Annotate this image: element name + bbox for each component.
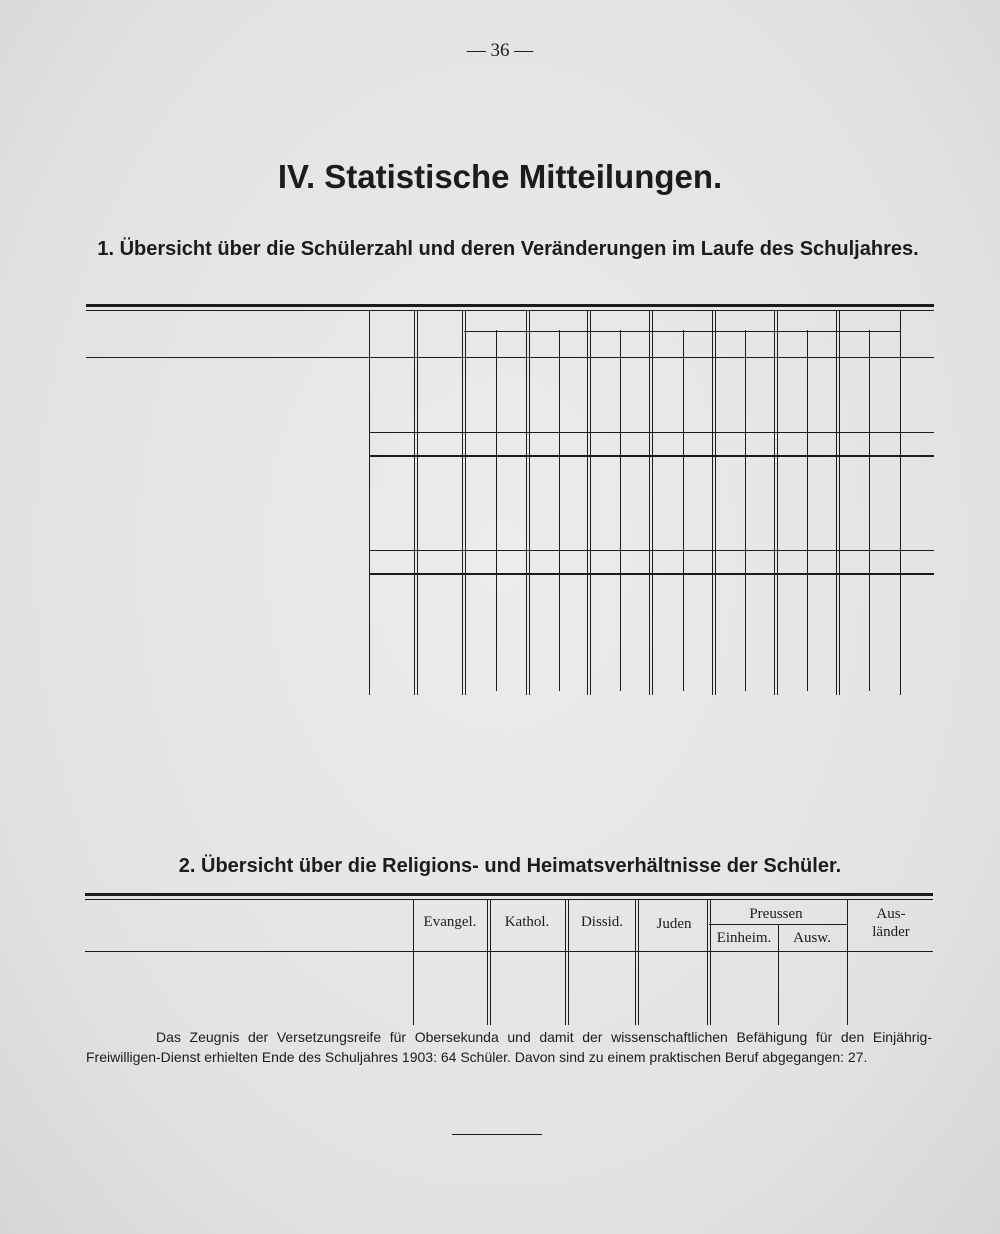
header-evangel: Evangel. xyxy=(423,914,477,930)
header-einheim: Einheim. xyxy=(716,930,772,946)
table1-row-rule xyxy=(369,455,934,456)
header-juden: Juden xyxy=(656,916,692,932)
table2-col-divider xyxy=(487,900,491,1025)
header-preussen: Preussen xyxy=(749,906,803,922)
page-title: IV. Statistische Mitteilungen. xyxy=(277,158,723,195)
table1-row-rule xyxy=(369,550,934,551)
note-paragraph: Das Zeugnis der Versetzungsreife für Obersekunda und damit der wissenschaftlichen Befähigung für den Einjährig-Freiwilligen-Dienst erhielten Ende des Schuljahres 1903: 64 Schüler. Davon sind zu einem praktischen Beruf abgegangen: 27. xyxy=(86,1029,932,1065)
table1-total-divider xyxy=(900,311,901,695)
table1-subdivider xyxy=(496,330,497,691)
header-ausw: Ausw. xyxy=(793,930,831,946)
table1-row-rule xyxy=(369,573,934,574)
table2-col-divider xyxy=(847,900,848,1025)
table2-header-rule xyxy=(85,951,933,952)
header-kathol: Kathol. xyxy=(504,914,550,930)
section1-title: 1. Übersicht über die Schülerzahl und deren Veränderungen im Laufe des Schuljahres. xyxy=(97,238,919,260)
table1-subdivider xyxy=(683,330,684,691)
table1-class-divider xyxy=(649,311,653,695)
table1-top-rule-2 xyxy=(86,310,934,311)
table2-col-divider xyxy=(635,900,639,1025)
table2-col-divider xyxy=(565,900,569,1025)
table1-top-rule xyxy=(86,304,934,307)
table1-class-divider xyxy=(712,311,716,695)
end-rule xyxy=(452,1134,542,1135)
religion-table xyxy=(85,893,933,1025)
table1-class-divider xyxy=(774,311,778,695)
table1-subdivider xyxy=(745,330,746,691)
table1-class-divider xyxy=(836,311,840,695)
table1-subdivider xyxy=(869,330,870,691)
table1-subdivider xyxy=(559,330,560,691)
table2-col-divider xyxy=(413,900,414,1025)
table2-top-rule xyxy=(85,893,933,896)
table2-preussen-line xyxy=(709,924,847,925)
table1-class-divider xyxy=(414,311,418,695)
table1-row-rule xyxy=(369,432,934,433)
table2-top-rule-2 xyxy=(85,899,933,900)
section2-title: 2. Übersicht über die Religions- und Heimatsverhältnisse der Schüler. xyxy=(178,855,842,877)
page-number: — 36 — xyxy=(466,40,534,61)
header-auslaender-1: Aus- xyxy=(876,906,906,922)
table2-preussen-divider xyxy=(778,924,779,1025)
header-dissid: Dissid. xyxy=(580,914,624,930)
table2-col-divider xyxy=(707,900,711,1025)
table1-class-divider xyxy=(462,311,466,695)
table1-class-divider xyxy=(526,311,530,695)
enrollment-table xyxy=(86,304,934,714)
table1-subdivider xyxy=(620,330,621,691)
table1-subdivider xyxy=(807,330,808,691)
table1-label-divider xyxy=(369,311,370,695)
table1-class-divider xyxy=(587,311,591,695)
header-auslaender-2: länder xyxy=(872,924,910,940)
